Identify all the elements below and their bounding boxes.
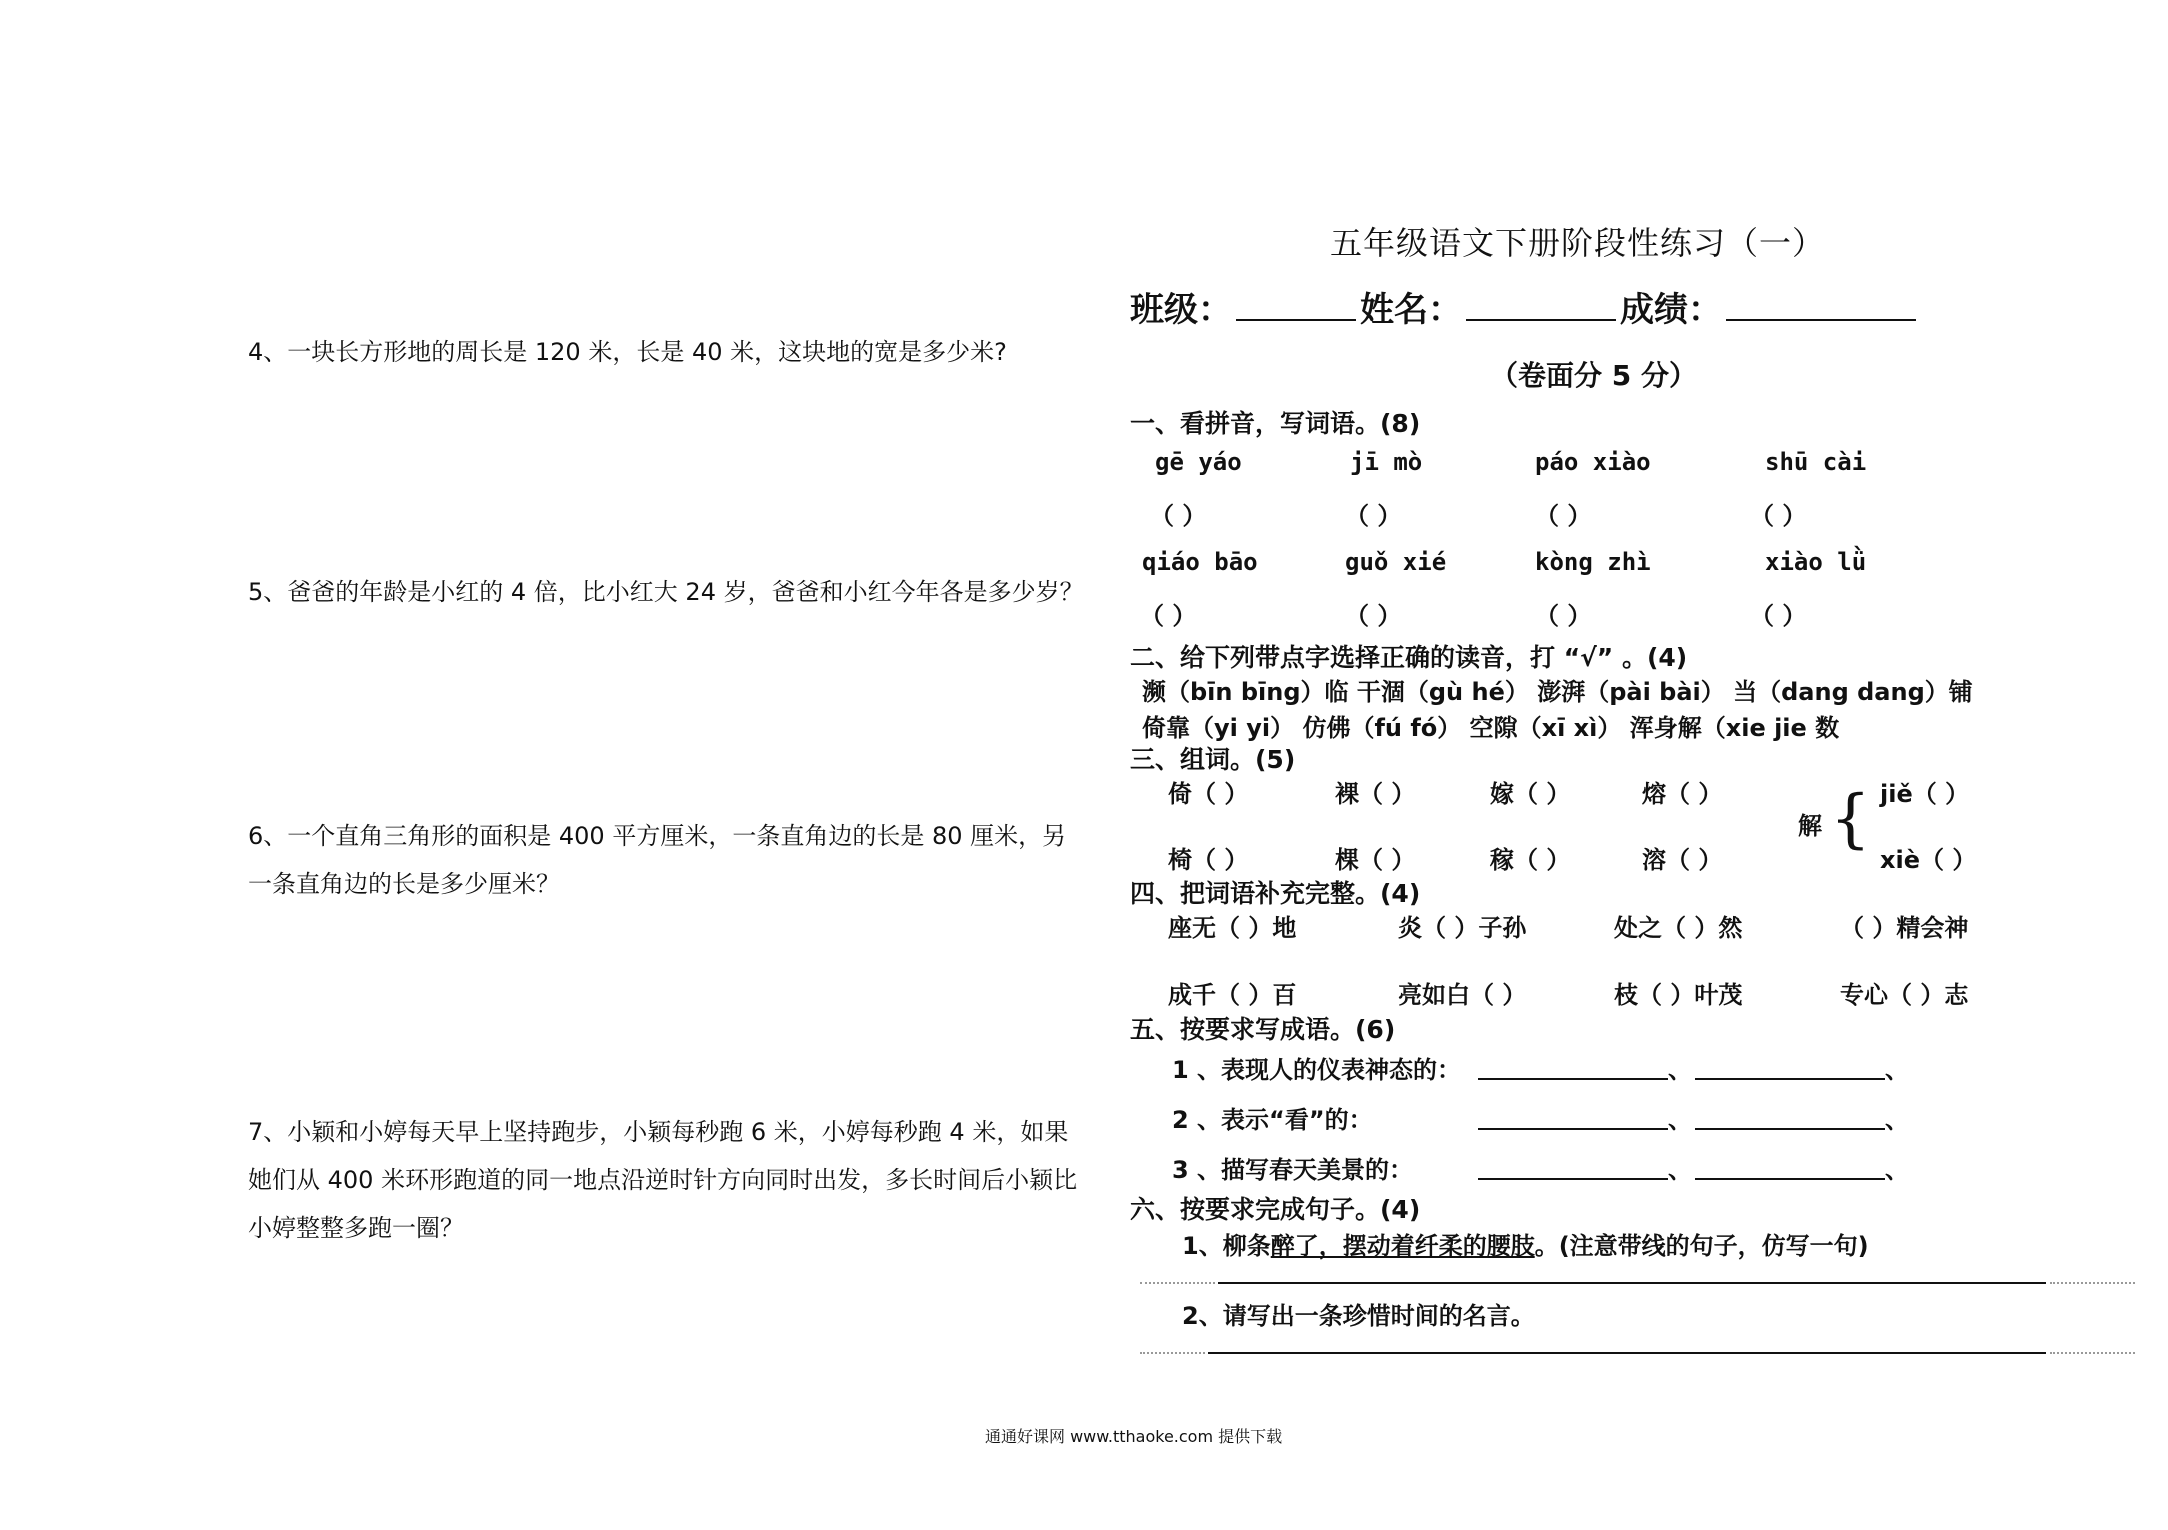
sentence-task-1	[1182, 1226, 1869, 1261]
idiom-4-2-3[interactable]: 枝（ ）叶茂	[1614, 981, 1743, 1009]
pinyin-1-2: jī mò	[1350, 448, 1423, 476]
answer-line-6-1[interactable]	[1218, 1282, 2046, 1284]
page-title: 五年级语文下册阶段性练习（一）	[1330, 224, 1826, 262]
sentence-prefix: 1、柳条	[1182, 1232, 1271, 1260]
word-3-2-4[interactable]: 溶（ ）	[1642, 846, 1723, 874]
blank-1-4[interactable]: （ ）	[1750, 502, 1807, 530]
subtitle: （卷面分 5 分）	[1490, 359, 1697, 392]
curly-brace-icon: {	[1830, 782, 1871, 856]
answer-line-5-2-b[interactable]	[1695, 1128, 1885, 1130]
separator: 、	[1885, 1106, 1909, 1134]
class-label: 班级：	[1130, 290, 1232, 330]
sentence-task-2: 2、请写出一条珍惜时间的名言。	[1182, 1302, 1535, 1330]
section-2-line-1: 濒（bīn bīng）临 干涸（gù hé） 澎湃（pài bài） 当（dang dang）铺	[1142, 678, 1973, 706]
word-3-2-1[interactable]: 椅（ ）	[1168, 846, 1249, 874]
section-2-line-2: 倚靠（yi yi） 仿佛（fú fó） 空隙（xī xì） 浑身解（xie jie 数	[1142, 714, 1840, 742]
dotted-leader	[2050, 1282, 2135, 1284]
idiom-prompt-2: 2 、表示“看”的：	[1172, 1106, 1373, 1134]
question-5: 5、爸爸的年龄是小红的 4 倍，比小红大 24 岁，爸爸和小红今年各是多少岁？	[248, 578, 1084, 606]
idiom-4-1-2[interactable]: 炎（ ）子孙	[1398, 914, 1527, 942]
question-7: 7、小颖和小婷每天早上坚持跑步，小颖每秒跑 6 米，小婷每秒跑 4 米，如果她们从 400 米环形跑道的同一地点沿逆时针方向同时出发，多长时间后小颖比小婷整整多跑一圈？	[248, 1118, 1078, 1242]
blank-2-3[interactable]: （ ）	[1535, 602, 1592, 630]
footer-text: 通通好课网 www.tthaoke.com 提供下载	[985, 1427, 1283, 1446]
answer-line-6-2[interactable]	[1208, 1352, 2046, 1354]
separator: 、	[1885, 1156, 1909, 1184]
idiom-4-1-3[interactable]: 处之（ ）然	[1614, 914, 1743, 942]
answer-line-5-3-a[interactable]	[1478, 1178, 1668, 1180]
section-1-heading: 一、看拼音，写词语。(8)	[1130, 409, 1421, 438]
word-3-1-1[interactable]: 倚（ ）	[1168, 780, 1249, 808]
section-6-heading: 六、按要求完成句子。(4)	[1130, 1195, 1421, 1224]
word-3-1-2[interactable]: 裸（ ）	[1335, 780, 1416, 808]
blank-2-2[interactable]: （ ）	[1345, 602, 1402, 630]
blank-2-1[interactable]: （ ）	[1140, 602, 1197, 630]
word-3-2-2[interactable]: 棵（ ）	[1335, 846, 1416, 874]
separator: 、	[1668, 1106, 1692, 1134]
name-blank[interactable]	[1466, 289, 1616, 321]
idiom-4-2-1[interactable]: 成千（ ）百	[1168, 981, 1297, 1009]
dotted-leader	[1140, 1352, 1205, 1354]
pinyin-1-1: gē yáo	[1155, 448, 1242, 476]
student-info-row	[1130, 282, 1920, 331]
answer-line-5-3-b[interactable]	[1695, 1178, 1885, 1180]
idiom-4-1-4[interactable]: （ ）精会神	[1840, 914, 1969, 942]
pinyin-2-3: kòng zhì	[1535, 548, 1651, 576]
underlined-phrase: 醉了，摆动着纤柔的腰肢	[1270, 1232, 1535, 1260]
blank-1-3[interactable]: （ ）	[1535, 502, 1592, 530]
sentence-suffix: 。(注意带线的句子，仿写一句)	[1534, 1232, 1869, 1260]
answer-line-5-2-a[interactable]	[1478, 1128, 1668, 1130]
idiom-4-2-2[interactable]: 亮如白（ ）	[1398, 981, 1527, 1009]
word-3-2-3[interactable]: 稼（ ）	[1490, 846, 1571, 874]
idiom-4-1-1[interactable]: 座无（ ）地	[1168, 914, 1297, 942]
section-4-heading: 四、把词语补充完整。(4)	[1130, 879, 1421, 908]
section-2-heading: 二、给下列带点字选择正确的读音，打 “√” 。(4)	[1130, 643, 1688, 672]
name-label: 姓名：	[1360, 290, 1462, 330]
score-label: 成绩：	[1620, 290, 1722, 330]
answer-line-5-1-a[interactable]	[1478, 1078, 1668, 1080]
jie-reading-top[interactable]: jiě（ ）	[1880, 780, 1970, 808]
blank-1-2[interactable]: （ ）	[1345, 502, 1402, 530]
question-6: 6、一个直角三角形的面积是 400 平方厘米，一条直角边的长是 80 厘米，另一条直角边的长是多少厘米？	[248, 822, 1067, 898]
jie-character: 解	[1798, 812, 1822, 840]
separator: 、	[1668, 1156, 1692, 1184]
word-3-1-4[interactable]: 熔（ ）	[1642, 780, 1723, 808]
jie-reading-bottom[interactable]: xiè（ ）	[1880, 846, 1977, 874]
pinyin-2-1: qiáo bāo	[1142, 548, 1258, 576]
score-blank[interactable]	[1726, 289, 1916, 321]
idiom-prompt-3: 3 、描写春天美景的：	[1172, 1156, 1414, 1184]
section-5-heading: 五、按要求写成语。(6)	[1130, 1015, 1396, 1044]
dotted-leader	[1140, 1282, 1215, 1284]
question-4: 4、一块长方形地的周长是 120 米，长是 40 米，这块地的宽是多少米?	[248, 338, 1007, 366]
blank-2-4[interactable]: （ ）	[1750, 602, 1807, 630]
dotted-leader	[2050, 1352, 2135, 1354]
pinyin-2-2: guǒ xié	[1345, 548, 1447, 576]
pinyin-2-4: xiào lǜ	[1765, 548, 1867, 576]
pinyin-1-3: páo xiào	[1535, 448, 1651, 476]
section-3-heading: 三、组词。(5)	[1130, 745, 1296, 774]
idiom-4-2-4[interactable]: 专心（ ）志	[1840, 981, 1969, 1009]
separator: 、	[1885, 1056, 1909, 1084]
class-blank[interactable]	[1236, 289, 1356, 321]
word-3-1-3[interactable]: 嫁（ ）	[1490, 780, 1571, 808]
pinyin-1-4: shū cài	[1765, 448, 1867, 476]
separator: 、	[1668, 1056, 1692, 1084]
blank-1-1[interactable]: （ ）	[1150, 502, 1207, 530]
idiom-prompt-1: 1 、表现人的仪表神态的：	[1172, 1056, 1462, 1084]
answer-line-5-1-b[interactable]	[1695, 1078, 1885, 1080]
